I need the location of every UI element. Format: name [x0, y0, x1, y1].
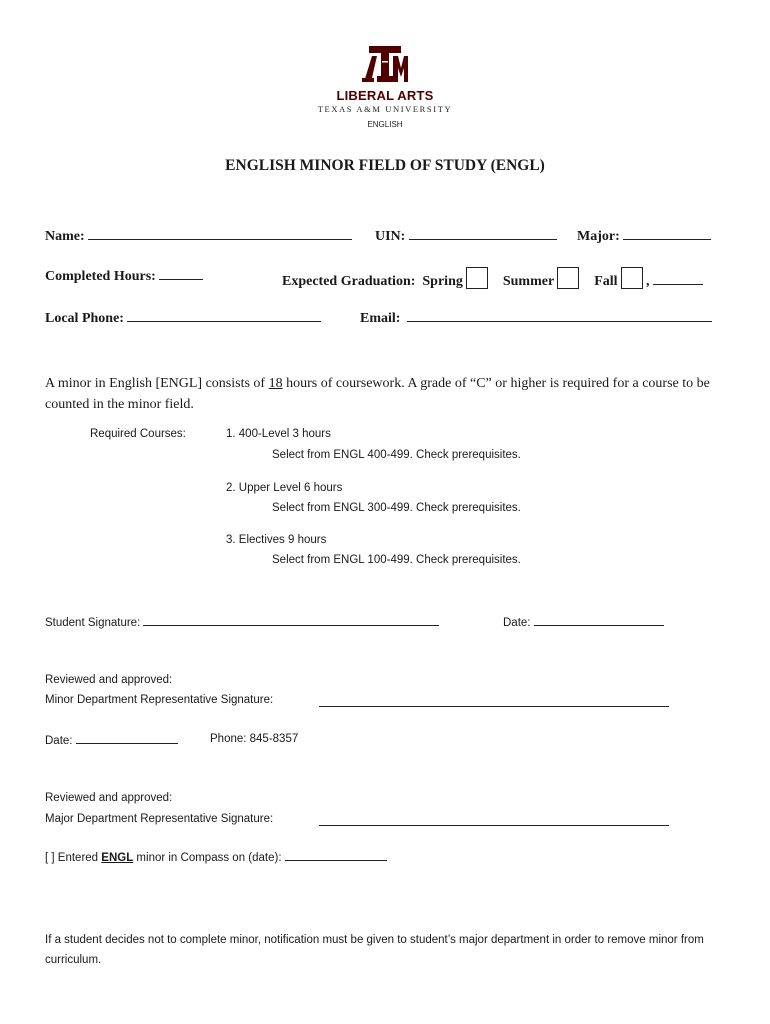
spring-label: Spring — [422, 274, 463, 289]
minor-rep-signature-line[interactable] — [319, 696, 669, 707]
major-input-line[interactable] — [623, 227, 711, 240]
compass-code: ENGL — [101, 852, 134, 864]
atm-logo-icon — [360, 44, 410, 86]
student-signature-field — [45, 615, 439, 629]
year-separator: , — [646, 274, 650, 289]
local-phone-input-line[interactable] — [127, 309, 321, 322]
compass-post-text: minor in Compass on (date): — [133, 852, 282, 864]
college-name: LIBERAL ARTS — [336, 88, 434, 103]
compass-checkbox[interactable]: [ ] — [45, 852, 55, 864]
course-heading: 1. 400-Level 3 hours — [226, 428, 331, 440]
intro-text-2: hours of coursework. A grade of “C” or higher is required for a course to be counted in the minor field. — [45, 376, 710, 412]
name-field — [45, 227, 352, 245]
student-date-line[interactable] — [534, 615, 664, 626]
compass-entry-field — [45, 850, 387, 864]
expected-graduation-label: Expected Graduation: — [282, 274, 416, 289]
minor-date-label: Date: — [45, 735, 73, 747]
course-heading: 2. Upper Level 6 hours — [226, 482, 343, 494]
course-detail: Select from ENGL 300-499. Check prerequisites. — [272, 502, 521, 514]
major-label: Major: — [577, 229, 620, 244]
completed-hours-field — [45, 267, 203, 285]
uin-field — [375, 227, 557, 245]
completed-hours-input-line[interactable] — [159, 267, 203, 280]
minor-date-field — [45, 733, 178, 747]
tamu-liberal-arts-logo — [300, 44, 470, 134]
course-detail: Select from ENGL 100-499. Check prerequisites. — [272, 554, 521, 566]
fall-checkbox[interactable] — [621, 267, 643, 289]
uin-input-line[interactable] — [409, 227, 557, 240]
major-rep-signature-label: Major Department Representative Signature: — [45, 813, 274, 825]
major-reviewed-label: Reviewed and approved: — [45, 792, 173, 804]
compass-date-line[interactable] — [285, 850, 387, 861]
uin-label: UIN: — [375, 229, 406, 244]
completed-hours-label: Completed Hours: — [45, 269, 156, 284]
student-date-label: Date: — [503, 617, 531, 629]
minor-date-line[interactable] — [76, 733, 178, 744]
major-rep-signature-line[interactable] — [319, 815, 669, 826]
student-date-field — [503, 615, 664, 629]
page-title: ENGLISH MINOR FIELD OF STUDY (ENGL) — [225, 157, 545, 174]
minor-description — [45, 373, 725, 415]
student-signature-line[interactable] — [143, 615, 439, 626]
name-label: Name: — [45, 229, 85, 244]
department-name: ENGLISH — [367, 120, 403, 129]
course-detail: Select from ENGL 400-499. Check prerequisites. — [272, 449, 521, 461]
expected-graduation-field — [282, 267, 703, 290]
name-input-line[interactable] — [88, 227, 352, 240]
minor-rep-signature-label: Minor Department Representative Signature: — [45, 694, 274, 706]
graduation-year-input-line[interactable] — [653, 272, 703, 285]
summer-label: Summer — [502, 274, 555, 289]
student-signature-label: Student Signature: — [45, 617, 141, 629]
local-phone-field — [45, 309, 321, 327]
fall-label: Fall — [594, 274, 618, 289]
email-field — [360, 309, 712, 327]
email-input-line[interactable] — [407, 309, 712, 322]
course-heading: 3. Electives 9 hours — [226, 534, 327, 546]
minor-reviewed-label: Reviewed and approved: — [45, 674, 173, 686]
email-label: Email: — [360, 311, 401, 326]
required-hours: 18 — [268, 376, 283, 391]
footer-note: If a student decides not to complete minor, notification must be given to student’s major department in order to remove minor from curriculum. — [45, 934, 704, 966]
summer-checkbox[interactable] — [557, 267, 579, 289]
department-phone: Phone: 845-8357 — [210, 733, 299, 745]
intro-text-1: A minor in English [ENGL] consists of — [45, 376, 269, 391]
local-phone-label: Local Phone: — [45, 311, 124, 326]
compass-pre-text: Entered — [57, 852, 102, 864]
required-courses-label: Required Courses: — [90, 428, 186, 440]
university-name: TEXAS A&M UNIVERSITY — [317, 104, 453, 114]
major-field — [577, 227, 711, 245]
spring-checkbox[interactable] — [466, 267, 488, 289]
